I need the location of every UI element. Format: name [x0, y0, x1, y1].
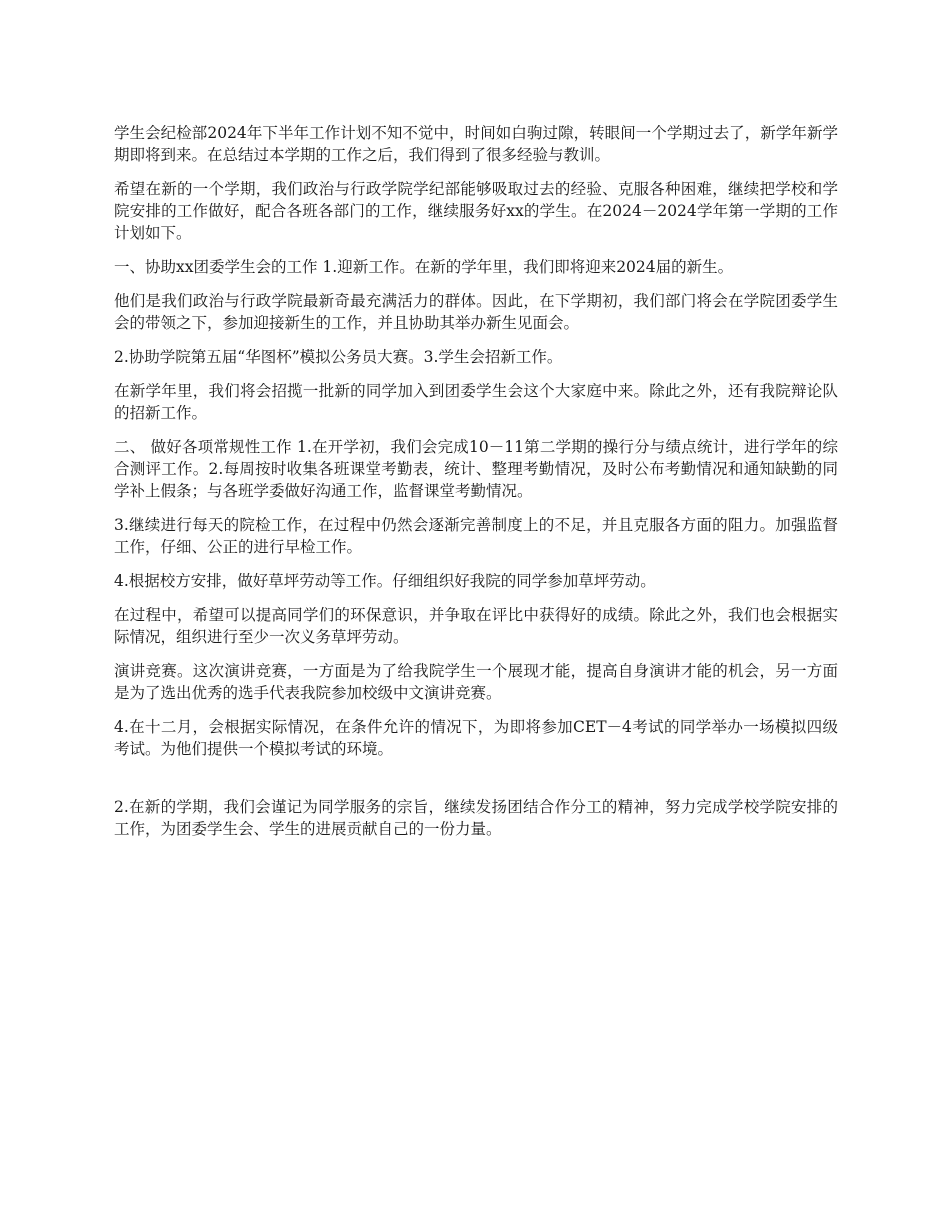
paragraph: 演讲竞赛。这次演讲竞赛，一方面是为了给我院学生一个展现才能，提高自身演讲才能的机会，另一方面是为了选出优秀的选手代表我院参加校级中文演讲竞赛。 — [114, 662, 838, 702]
paragraph: 3.继续进行每天的院检工作，在过程中仍然会逐渐完善制度上的不足，并且克服各方面的阻力。加强监督工作，仔细、公正的进行早检工作。 — [114, 516, 838, 556]
document-body — [114, 122, 838, 852]
paragraph: 2.在新的学期，我们会谨记为同学服务的宗旨，继续发扬团结合作分工的精神，努力完成学校学院安排的工作，为团委学生会、学生的进展贡献自己的一份力量。 — [114, 798, 838, 838]
paragraph: 在过程中，希望可以提高同学们的环保意识，并争取在评比中获得好的成绩。除此之外，我们也会根据实际情况，组织进行至少一次义务草坪劳动。 — [114, 606, 838, 646]
paragraph: 他们是我们政治与行政学院最新奇最充满活力的群体。因此，在下学期初，我们部门将会在学院团委学生会的带领之下，参加迎接新生的工作，并且协助其举办新生见面会。 — [114, 292, 838, 332]
paragraph: 一、协助xx团委学生会的工作 1.迎新工作。在新的学年里，我们即将迎来2024届的新生。 — [114, 258, 734, 276]
paragraph: 4.根据校方安排，做好草坪劳动等工作。仔细组织好我院的同学参加草坪劳动。 — [114, 572, 656, 590]
paragraph: 希望在新的一个学期，我们政治与行政学院学纪部能够吸取过去的经验、克服各种困难，继续把学校和学院安排的工作做好，配合各班各部门的工作，继续服务好xx的学生。在2024－2024学年第一学期的工作计划如下。 — [114, 180, 838, 242]
paragraph: 二、 做好各项常规性工作 1.在开学初，我们会完成10－11第二学期的操行分与绩点统计，进行学年的综合测评工作。2.每周按时收集各班课堂考勤表，统计、整理考勤情况，及时公布考勤情况和通知缺勤的同学补上假条；与各班学委做好沟通工作，监督课堂考勤情况。 — [114, 438, 838, 500]
paragraph: 在新学年里，我们将会招揽一批新的同学加入到团委学生会这个大家庭中来。除此之外，还有我院辩论队的招新工作。 — [114, 382, 838, 422]
paragraph: 4.在十二月，会根据实际情况，在条件允许的情况下，为即将参加CET－4考试的同学举办一场模拟四级考试。为他们提供一个模拟考试的环境。 — [114, 718, 838, 758]
paragraph: 2.协助学院第五届“华图杯”模拟公务员大赛。3.学生会招新工作。 — [114, 348, 563, 366]
paragraph: 学生会纪检部2024年下半年工作计划不知不觉中，时间如白驹过隙，转眼间一个学期过去了，新学年新学期即将到来。在总结过本学期的工作之后，我们得到了很多经验与教训。 — [114, 124, 838, 164]
